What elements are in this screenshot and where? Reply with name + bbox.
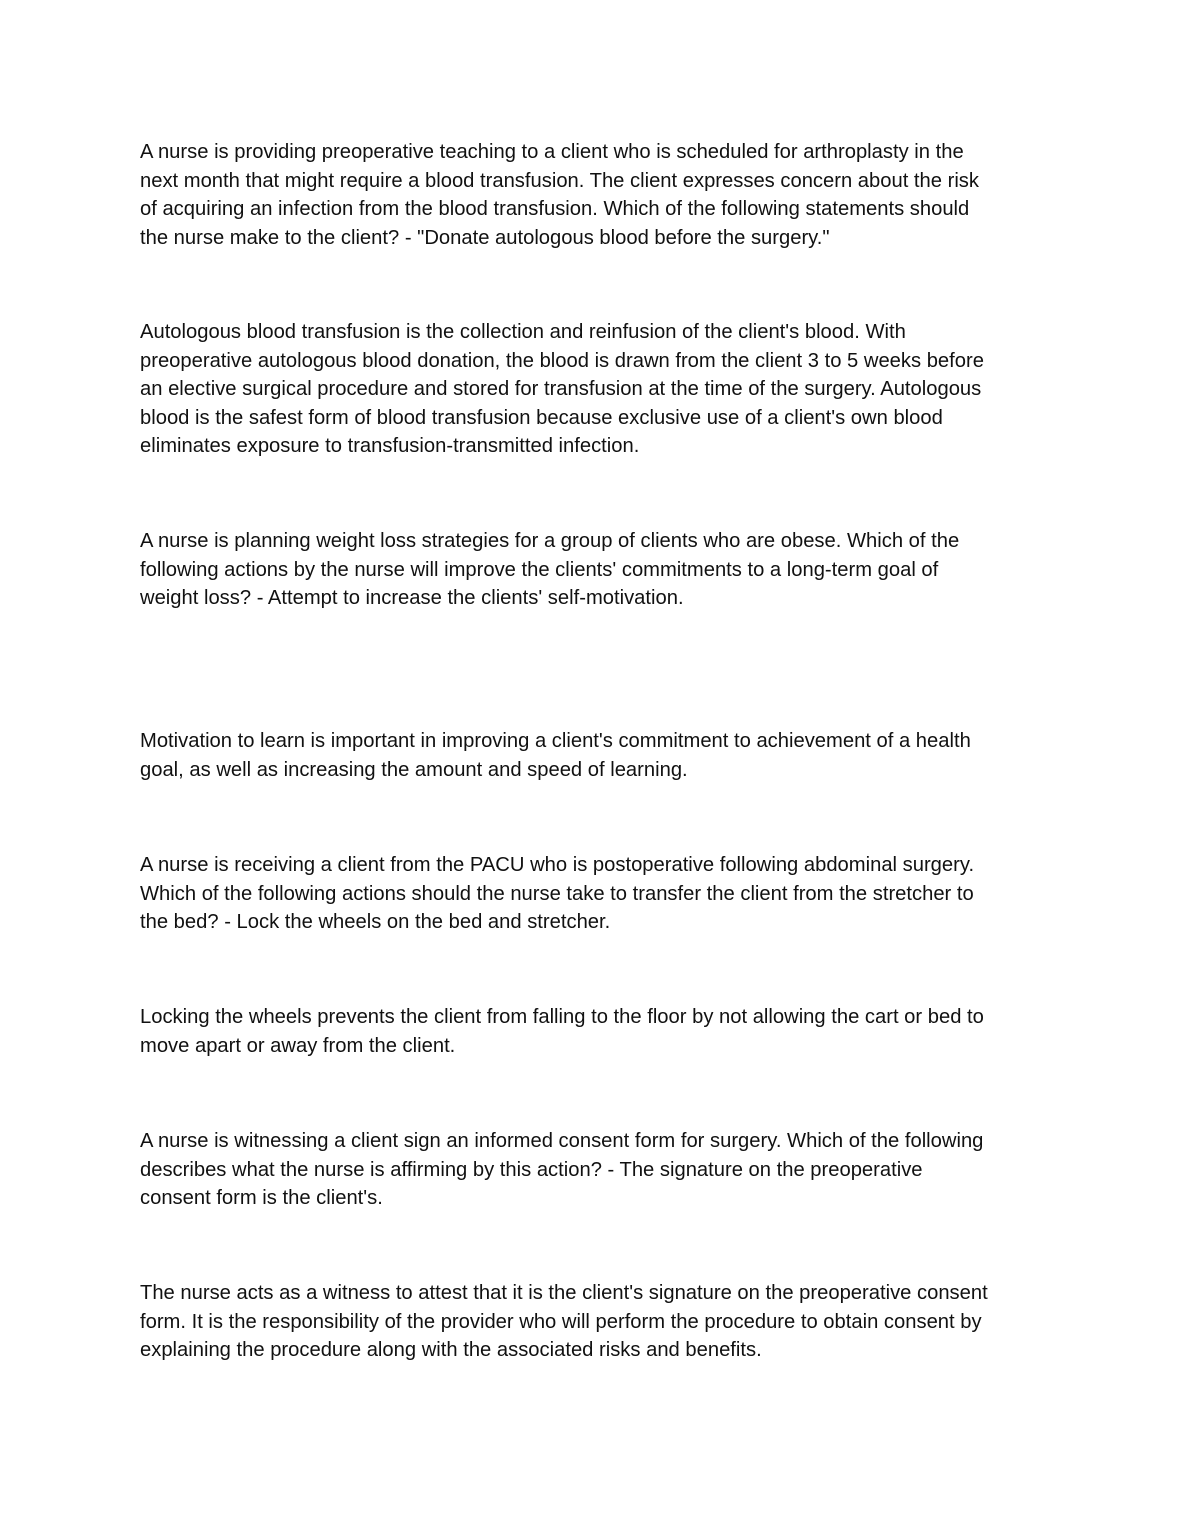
question-transfer (140, 851, 1045, 937)
text-line: form. It is the responsibility of the provider who will perform the procedure to obtain consent by (140, 1310, 982, 1333)
text-line: A nurse is planning weight loss strategies for a group of clients who are obese. Which of the (140, 530, 960, 552)
text-line: eliminates exposure to transfusion-transmitted infection. (140, 435, 640, 458)
text-line: goal, as well as increasing the amount and speed of learning. (140, 758, 688, 781)
text-line: preoperative autologous blood donation, the blood is drawn from the client 3 to 5 weeks before (140, 349, 984, 372)
text-line: Autologous blood transfusion is the collection and reinfusion of the client's blood. With (140, 321, 906, 343)
text-line: consent form is the client's. (140, 1187, 383, 1210)
text-line: an elective surgical procedure and stored for transfusion at the time of the surgery. Autologous (140, 378, 982, 401)
text-line: Motivation to learn is important in improving a client's commitment to achievement of a health (140, 730, 971, 752)
text-line: the nurse make to the client? - "Donate autologous blood before the surgery." (140, 226, 830, 249)
text-line: blood is the safest form of blood transfusion because exclusive use of a client's own blood (140, 406, 943, 429)
text-line: A nurse is providing preoperative teaching to a client who is scheduled for arthroplasty in the (140, 141, 964, 163)
question-weight-loss (140, 527, 1045, 613)
question-consent (140, 1127, 1045, 1213)
text-line: The nurse acts as a witness to attest that it is the client's signature on the preoperative consent (140, 1282, 988, 1304)
text-line: of acquiring an infection from the blood transfusion. Which of the following statements should (140, 198, 970, 221)
rationale-weight-loss (140, 727, 1045, 784)
text-line: explaining the procedure along with the associated risks and benefits. (140, 1339, 762, 1362)
text-line: following actions by the nurse will improve the clients' commitments to a long-term goal of (140, 558, 939, 581)
text-line: describes what the nurse is affirming by this action? - The signature on the preoperative (140, 1158, 923, 1181)
rationale-consent (140, 1279, 1045, 1365)
text-line: Which of the following actions should the nurse take to transfer the client from the stretcher to (140, 882, 974, 905)
text-line: the bed? - Lock the wheels on the bed and stretcher. (140, 911, 611, 934)
text-line: weight loss? - Attempt to increase the clients' self-motivation. (140, 587, 684, 610)
text-line: next month that might require a blood transfusion. The client expresses concern about the risk (140, 169, 979, 192)
text-line: Locking the wheels prevents the client from falling to the floor by not allowing the cart or bed to (140, 1006, 984, 1028)
rationale-transfusion (140, 318, 1045, 461)
text-line: A nurse is receiving a client from the PACU who is postoperative following abdominal surgery. (140, 854, 975, 876)
question-transfusion (140, 138, 1045, 252)
text-line: move apart or away from the client. (140, 1034, 456, 1057)
rationale-transfer (140, 1003, 1045, 1060)
text-line: A nurse is witnessing a client sign an informed consent form for surgery. Which of the following (140, 1130, 984, 1152)
